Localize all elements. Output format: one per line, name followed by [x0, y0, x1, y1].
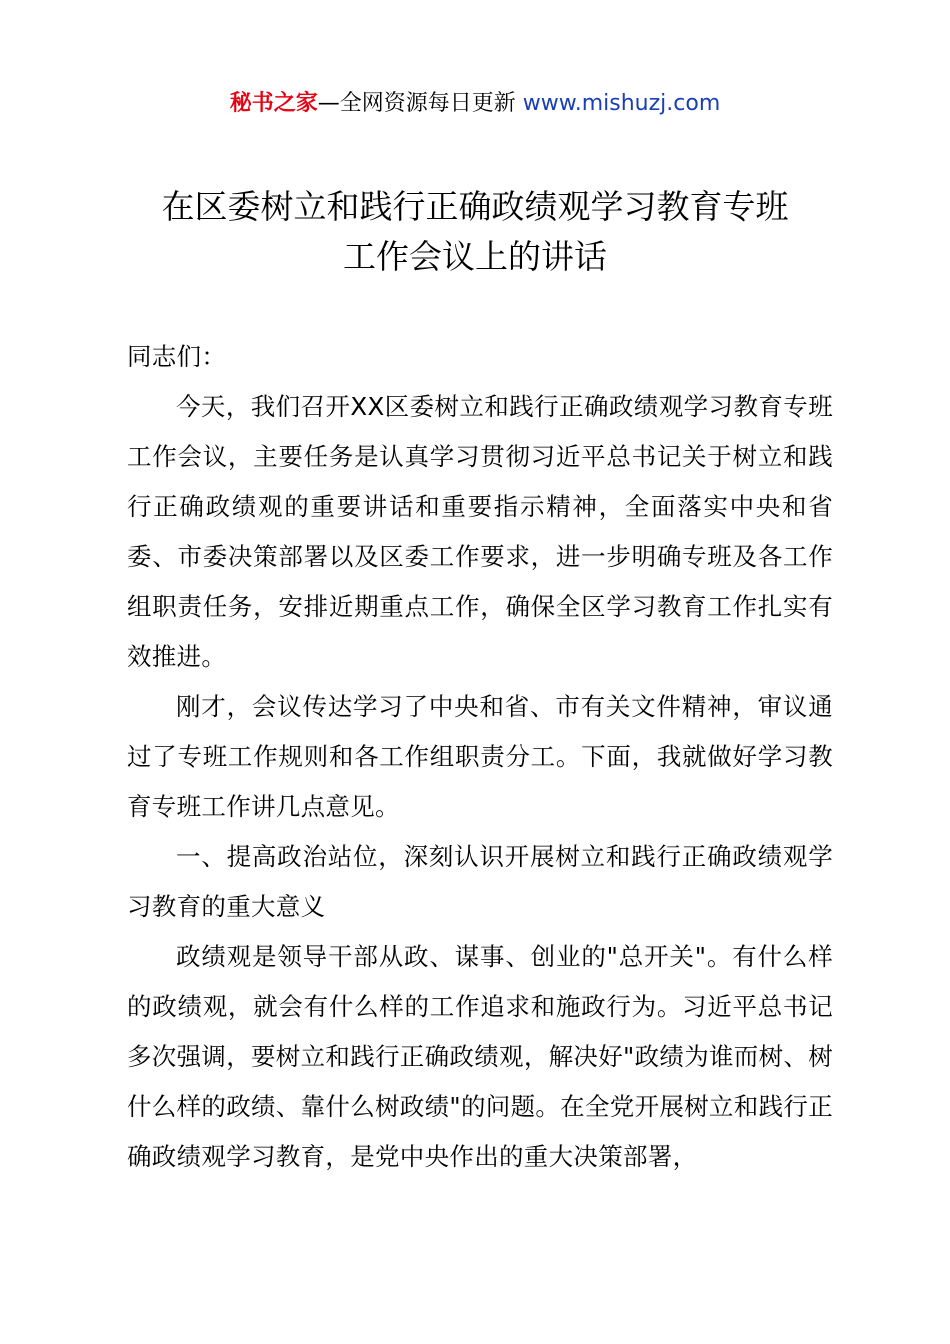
site-brand: 秘书之家 [229, 91, 318, 116]
site-slogan: —全网资源每日更新 [317, 91, 523, 116]
section-heading-1: 一、提高政治站位，深刻认识开展树立和践行正确政绩观学习教育的重大意义 [127, 842, 833, 921]
site-url-link[interactable]: www.mishuzj.com [522, 91, 721, 116]
greeting: 同志们： [127, 342, 227, 371]
paragraph-review: 刚才，会议传达学习了中央和省、市有关文件精神，审议通过了专班工作规则和各工作组职责分工。下面，我就做好学习教育专班工作讲几点意见。 [127, 692, 833, 821]
document-title-line-2: 工作会议上的讲话 [343, 237, 607, 276]
paragraph-significance: 政绩观是领导干部从政、谋事、创业的"总开关"。有什么样的政绩观，就会有什么样的工作追求和施政行为。习近平总书记多次强调，要树立和践行正确政绩观，解决好"政绩为谁而树、树什么样的政绩、靠什么树政绩"的问题。在全党开展树立和践行正确政绩观学习教育，是党中央作出的重大决策部署， [127, 942, 833, 1171]
document-title-line-1: 在区委树立和践行正确政绩观学习教育专班 [161, 187, 789, 226]
paragraph-opening: 今天，我们召开XX区委树立和践行正确政绩观学习教育专班工作会议，主要任务是认真学习贯彻习近平总书记关于树立和践行正确政绩观的重要讲话和重要指示精神，全面落实中央和省委、市委决策部署以及区委工作要求，进一步明确专班及各工作组职责任务，安排近期重点工作，确保全区学习教育工作扎实有效推进。 [127, 392, 833, 671]
site-header [0, 88, 950, 120]
document-title [60, 182, 890, 282]
document-body [127, 332, 833, 1182]
